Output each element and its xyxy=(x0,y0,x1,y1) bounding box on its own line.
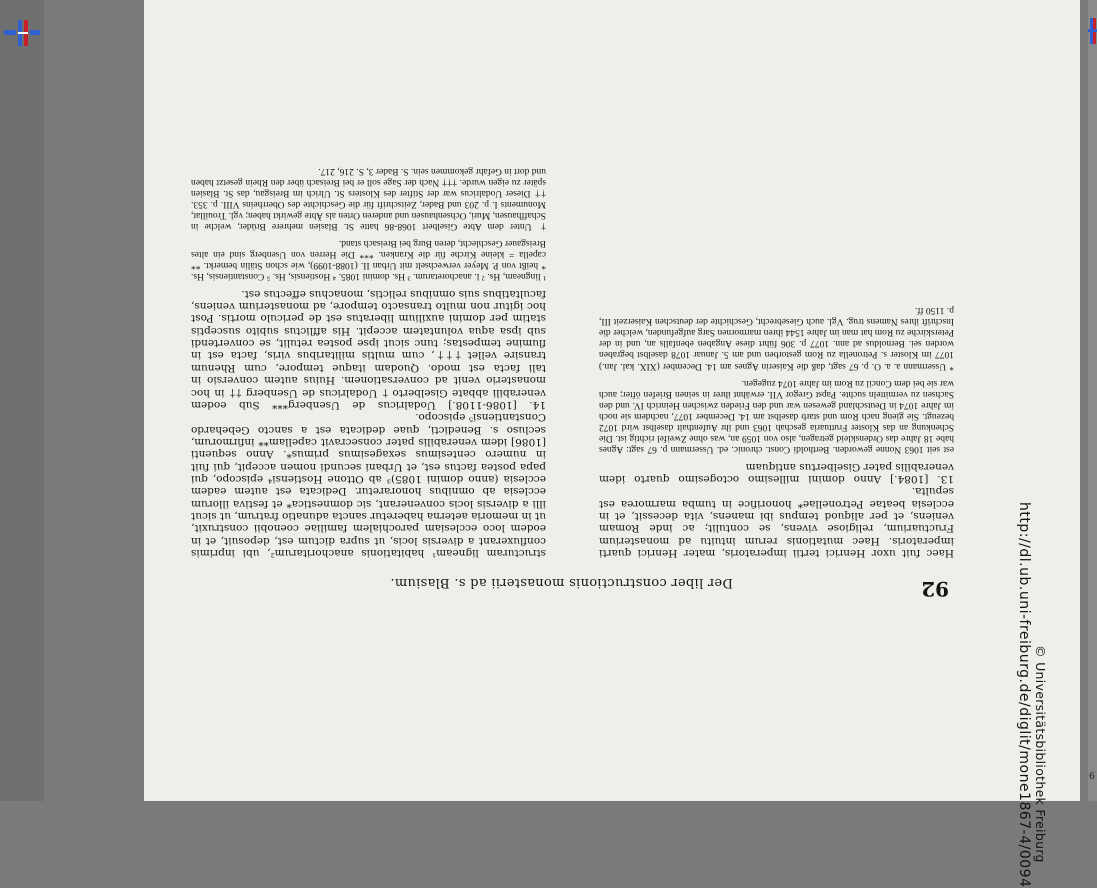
rotated-page-content xyxy=(169,8,954,601)
section-13-heading: 13. [1084.] Anno domini millesimo octogesimo quarto idem venerabilis pater Giselbertus antiquam xyxy=(599,460,954,485)
right-column xyxy=(191,165,546,560)
page-header xyxy=(169,569,954,601)
watermark-copyright: © Universitätsbibliothek Freiburg xyxy=(1033,645,1048,863)
footnote: * Ussermann a. a. O. p. 67 sagt, daß die Kaiserin Agnes am 14. December (XIX. kal. Jan.) 1077 im Kloster s. Petronella zu Rom gestorben und am 5. Januar 1078 daselbst begraben worden sei. Bernoldus ad ann. 1077 p. 306 führt diese Angaben ebenfalls an, und in der Peterskirche zu Rom hat man im Jahre 1544 ihren marmornen Sarg aufgefunden, welcher die Inschrift ihres Namens trug. Vgl. auch Giesebrecht, Geschichte der deutschen Kaiserzeit III, p. 1150 ff. xyxy=(599,305,954,371)
latin-paragraph: structuram ligneam¹ habitationis anachoritarum², ubi inprimis confluxerant a diversis locis, ut supra dictum est, deposuit, et in eodem loco ecclesiam parochialem familiae coenobii construxit, ut in memoria aeterna haberetur sancta adunatio fratrum, ut sicut illi a diversis locis convenerant, sic domnestica* et festiva illorum ecclesia ab omnibus honoraretur. Dedicata est autem eadem ecclesia (anno domini 1085)³ ab Ottone Hostiensi⁴ episcopo, qui papa postea factus est, et Urbani secundi nomen accepit, qui fuit in numero centesimus sexagesimus primus*. Anno sequenti [1086] idem venerabilis pater consecravit capellam** infirmorum, secluso s. Benedicti, quae dedicata est a sancto Gebehardo Constantiensi⁵ episcopo. xyxy=(191,411,546,559)
footnotes-block: † Unter dem Abte Giselbert 1068-86 hatte St. Blasien mehrere Brüder, welche in Schaffhausen, Muri, Ochsenhausen und anderen Orten als Äbte gewirkt haben; vgl. Trouillat, Monuments I. p. 203 und Bader, Zeitschrift für die Geschichte des Oberrheins VIII. p. 353. †† Dieser Uodalricus war der Stifter des Klosters St. Ulrich im Breisgau, das St. Blasien später zu eigen wurde. ††† Nach der Sage soll er bei Breisach über den Rhein gesetzt haben und dort in Gefahr gekommen sein. S. Bader 3, S. 216, 217. xyxy=(191,165,546,232)
ub-freiburg-logo-icon[interactable] xyxy=(1088,18,1097,48)
section-14-paragraph: 14. [1086-1108.] Uodalricus de Usenberg*** Sub eodem venerabili abbate Giselberto † Uodalricus de Usenberg †† in hoc monasterio venit ad conversationem. Huius autem conversio in tali facta est modo. Quodam itaque tempore, cum Rhenum transire vellet †††, cum multis militaribus viris, facta est in flumine tempestas; tunc sicut ipse postea retulit, se convertendi sub ipsa aqua voluntatem accepit. His afflictus subito susceptis statim per domini auxilium liberatus est de periculo mortis. Post hoc igitur non multo transacto tempore, ad monasterium veniens, facultatibus suis omnibus relictis, monachus effectus est. xyxy=(191,287,546,411)
footnotes-block: ¹ lingneam, Hs. ² l. anachoretarum. ³ Hs. domini 1085. ⁴ Hostiensis, Hs. ⁵ Constantiensis, Hs. * heißt von P. Meyer verwechselt mit Urban II. (1088-1099), wie schon Stälin bemerkt. ** capella = kleine Kirche für die Kranken. *** Die Herren von Usenberg sind ein altes Breisgauer Geschlecht, deren Burg bei Breisach stand. xyxy=(191,238,546,282)
viewer-right-panel xyxy=(1088,0,1097,801)
running-title: Der liber constructionis monasterii ad s. Blasium. xyxy=(390,575,733,590)
left-column xyxy=(599,304,954,559)
watermark-url: http://dl.ub.uni-freiburg.de/diglit/mone1867-4/0094 xyxy=(1016,502,1032,888)
latin-paragraph: Haec fuit uxor Henrici tertii imperatoris, mater Henrici quarti imperatoris. Haec mutationis rerum intuitu ad monasterium Fructuarium, religiose vivens, se contulit; ac inde Romam veniens, et per aliquod tempus ibi manens, vita decessit, et in ecclesia beatae Petronellae* honorifice in tumba marmorea est sepulta. xyxy=(599,485,954,559)
german-commentary: est seit 1063 Nonne geworden. Bertholdi Const. chronic. ed. Ussermann p. 67 sagt: Agnes habe 18 Jahre das Ordenskleid getragen, also von 1059 an, was ohne Zweifel richtig ist. Die Schenkung an das Kloster Fruttuaria geschah 1063 und ihr Aufenthalt daselbst wird 1072 bezeugt. Sie gieng nach Rom und starb daselbst am 14. December 1077, nachdem sie noch im Jahre 1074 in Deutschland gewesen war und den Frieden zwischen Heinrich IV. und den Sachsen zu vermitteln suchte. Papst Gregor VII. erwähnt ihrer in seinen Briefen öfter; auch war sie bei dem Concil zu Rom im Jahre 1074 zugegen. xyxy=(599,377,954,455)
viewer-left-panel xyxy=(0,0,44,801)
ub-freiburg-logo-icon[interactable] xyxy=(4,20,40,48)
page-number: 92 xyxy=(921,577,949,601)
page-edge-mark: 6 xyxy=(1089,772,1095,782)
watermark xyxy=(1012,80,1048,888)
